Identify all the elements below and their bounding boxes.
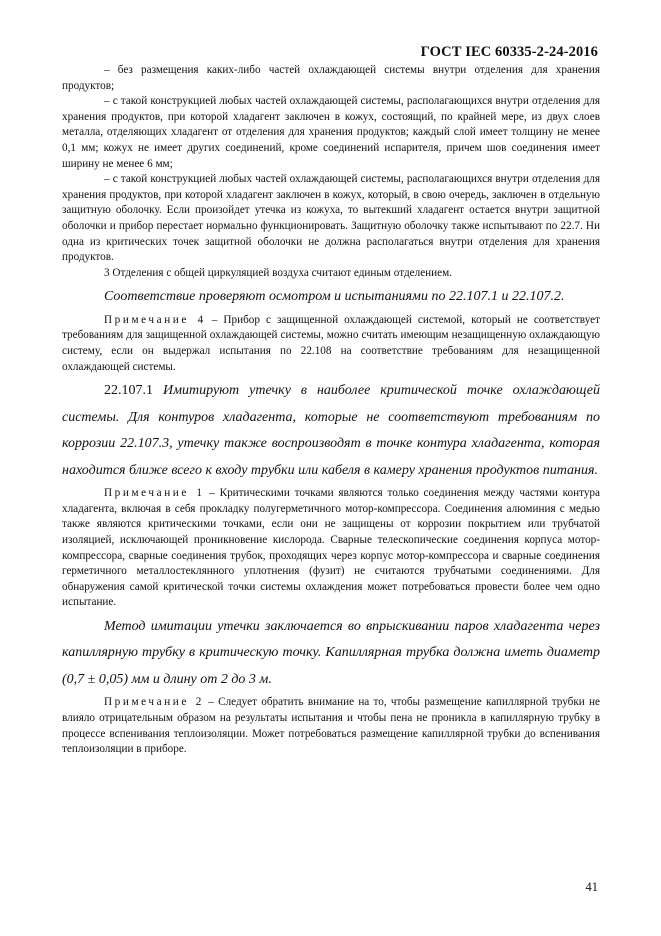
note-4 <box>62 313 600 375</box>
clause-22-107-1 <box>62 378 600 484</box>
document-body <box>62 63 600 758</box>
paragraph-2: – с такой конструкцией любых частей охлаждающей системы, располагающихся внутри отделения для хранения продуктов, при которой хладагент заключен в кожух, состоящий, по крайней мере, из двух слоев металла, отделяющих хладагент от отделения для хранения продуктов; каждый слой имеет толщину не менее 0,1 мм; кожух не имеет других соединений, кроме соединений испарителя, причем шов соединения имеет ширину не менее 6 мм; <box>62 95 600 170</box>
clause-number: 22.107.1 <box>104 383 153 399</box>
note-1-text: – Критическими точками являются только соединения между частями контура хладагента, включая в себя прокладку полугерметичного мотор-компрессора. Соединения алюминия с медью также являются критическими точками, если они не защищены от коррозии покрытием или трубчатой изоляцией, исключающей проникновение кислорода. Сварные телескопические соединения корпуса мотор-компрессора, сварные соединения трубок, проходящих через корпус мотор-компрессора и сварные соединения герметичного металлостеклянного уплотнения (фузит) не считаются трубчатыми соединениями. Для обнаружения самой критической точки системы охлаждения может потребоваться провести более чем одно испытание. <box>62 487 600 609</box>
standard-header: ГОСТ IEC 60335-2-24-2016 <box>420 44 598 60</box>
paragraph-3: – с такой конструкцией любых частей охлаждающей системы, располагающихся внутри отделения для хранения продуктов, при которой хладагент заключен в кожух, который, в свою очередь, заключен в отдельную защитную оболочку. Если произойдет утечка из кожуха, то вытекший хладагент остается внутри защитной оболочки и прибор перестает нормально функционировать. Защитную оболочку также испытывают по 22.7. Ни одна из критических точек защитной оболочки не должна располагаться внутри отделения для хранения продуктов. <box>62 173 600 264</box>
note-4-label: Примечание 4 <box>104 313 206 326</box>
note-1-label: Примечание 1 <box>104 487 205 500</box>
compliance-paragraph: Соответствие проверяют осмотром и испытаниями по 22.107.1 и 22.107.2. <box>104 289 565 305</box>
note-2-text: – Следует обратить внимание на то, чтобы размещение капиллярной трубки не влияло отрицательным образом на результаты испытания и чтобы пена не проникла в капиллярную трубку в процессе вспенивания теплоизоляции. Может потребоваться размещение капиллярной трубки до вспенивания теплоизоляции в приборе. <box>62 696 600 756</box>
paragraph-1: – без размещения каких-либо частей охлаждающей системы внутри отделения для хранения продуктов; <box>62 64 600 92</box>
clause-text: Имитируют утечку в наиболее критической точке охлаждающей системы. Для контуров хладагента, которые не соответствуют требованиям по коррозии 22.107.3, утечку также воспроизводят в точке контура хладагента, которая находится ближе всего к входу трубки или кабеля в камеру хранения продуктов питания. <box>62 383 600 478</box>
paragraph-4: 3 Отделения с общей циркуляцией воздуха считают единым отделением. <box>104 266 452 279</box>
note-2 <box>62 695 600 757</box>
note-1 <box>62 486 600 611</box>
leak-method-paragraph: Метод имитации утечки заключается во впрыскивании паров хладагента через капиллярную трубку в критическую точку. Капиллярная трубка должна иметь диаметр (0,7 ± 0,05) мм и длину от 2 до 3 м. <box>62 618 600 687</box>
note-2-label: Примечание 2 <box>104 696 205 709</box>
page-number: 41 <box>585 880 598 894</box>
note-4-text: – Прибор с защищенной охлаждающей системой, который не соответствует требованиям для защищенной охлаждающей системы, можно считать имеющим незащищенную охлаждающую систему, если он выдержал испытания по 22.108 на соответствие требованиям для незащищенной охлаждающей системы. <box>62 313 600 373</box>
